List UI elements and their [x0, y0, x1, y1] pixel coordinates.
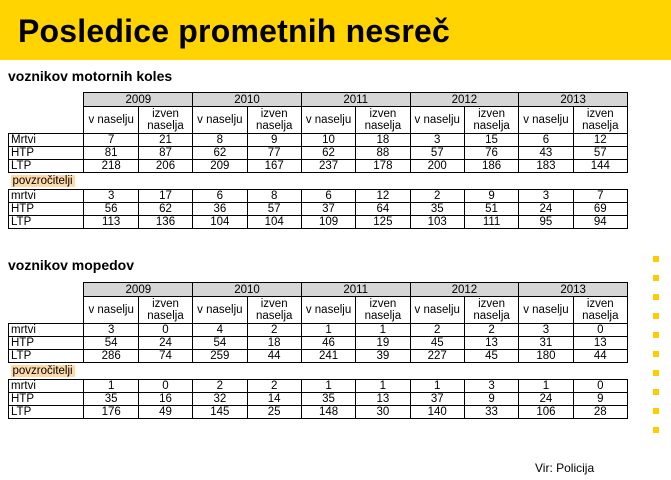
subheader-cell: v naselju [193, 107, 247, 134]
value-cell: 1 [84, 380, 138, 393]
moto-table [8, 92, 628, 229]
value-cell: 6 [301, 190, 355, 203]
value-cell: 0 [138, 380, 192, 393]
value-cell: 104 [247, 216, 301, 229]
value-cell: 1 [301, 324, 355, 337]
page-title: Posledice prometnih nesreč [18, 13, 451, 49]
subheader-cell: izven naselja [247, 107, 301, 134]
row-label: mrtvi [9, 324, 84, 337]
value-cell: 16 [138, 393, 192, 406]
value-cell: 2 [247, 380, 301, 393]
value-cell: 69 [573, 203, 627, 216]
subheader-cell: izven naselja [356, 297, 410, 324]
value-cell: 186 [464, 160, 518, 173]
value-cell: 43 [519, 147, 573, 160]
subheader-cell: v naselju [84, 297, 138, 324]
offender-label-row [9, 173, 628, 190]
value-cell: 180 [519, 350, 573, 363]
value-cell: 2 [410, 324, 464, 337]
value-cell: 167 [247, 160, 301, 173]
source-note: Vir: Policija [535, 461, 595, 475]
subheader-cell: v naselju [519, 297, 573, 324]
value-cell: 74 [138, 350, 192, 363]
row-label: HTP [9, 337, 84, 350]
year-header-row [9, 93, 628, 107]
value-cell: 88 [356, 147, 410, 160]
value-cell: 6 [519, 134, 573, 147]
value-cell: 9 [247, 134, 301, 147]
year-header: 2013 [519, 283, 628, 297]
value-cell: 18 [356, 134, 410, 147]
value-cell: 8 [193, 134, 247, 147]
value-cell: 24 [519, 203, 573, 216]
value-cell: 227 [410, 350, 464, 363]
row-label: HTP [9, 147, 84, 160]
table-row [9, 216, 628, 229]
value-cell: 1 [356, 324, 410, 337]
header-corner [9, 283, 84, 297]
table-row [9, 350, 628, 363]
row-label: mrtvi [9, 190, 84, 203]
value-cell: 1 [410, 380, 464, 393]
value-cell: 36 [193, 203, 247, 216]
value-cell: 1 [519, 380, 573, 393]
value-cell: 0 [138, 324, 192, 337]
subheader-cell: v naselju [410, 107, 464, 134]
value-cell: 13 [356, 393, 410, 406]
value-cell: 56 [84, 203, 138, 216]
value-cell: 183 [519, 160, 573, 173]
year-header-row [9, 283, 628, 297]
value-cell: 44 [247, 350, 301, 363]
value-cell: 259 [193, 350, 247, 363]
subheader-cell: v naselju [410, 297, 464, 324]
subheader-cell: v naselju [519, 107, 573, 134]
value-cell: 32 [193, 393, 247, 406]
value-cell: 3 [410, 134, 464, 147]
moped-table [8, 282, 628, 419]
value-cell: 28 [573, 406, 627, 419]
value-cell: 45 [464, 350, 518, 363]
offender-spacer [84, 173, 628, 190]
value-cell: 35 [84, 393, 138, 406]
subheader-corner [9, 297, 84, 324]
value-cell: 62 [138, 203, 192, 216]
year-header: 2010 [193, 283, 302, 297]
year-header: 2009 [84, 93, 193, 107]
value-cell: 57 [247, 203, 301, 216]
value-cell: 94 [573, 216, 627, 229]
offender-label-cell [9, 363, 84, 380]
value-cell: 4 [193, 324, 247, 337]
value-cell: 18 [247, 337, 301, 350]
value-cell: 54 [193, 337, 247, 350]
value-cell: 8 [247, 190, 301, 203]
value-cell: 209 [193, 160, 247, 173]
year-header: 2013 [519, 93, 628, 107]
table-row [9, 393, 628, 406]
subheader-cell: v naselju [84, 107, 138, 134]
value-cell: 21 [138, 134, 192, 147]
value-cell: 77 [247, 147, 301, 160]
value-cell: 62 [301, 147, 355, 160]
row-label: HTP [9, 203, 84, 216]
subheader-cell: izven naselja [138, 297, 192, 324]
subheader-cell: v naselju [193, 297, 247, 324]
row-label: LTP [9, 350, 84, 363]
value-cell: 24 [519, 393, 573, 406]
value-cell: 286 [84, 350, 138, 363]
value-cell: 200 [410, 160, 464, 173]
value-cell: 144 [573, 160, 627, 173]
year-header: 2011 [301, 93, 410, 107]
value-cell: 140 [410, 406, 464, 419]
value-cell: 241 [301, 350, 355, 363]
value-cell: 17 [138, 190, 192, 203]
value-cell: 12 [356, 190, 410, 203]
value-cell: 24 [138, 337, 192, 350]
value-cell: 54 [84, 337, 138, 350]
table-row [9, 147, 628, 160]
value-cell: 113 [84, 216, 138, 229]
value-cell: 2 [410, 190, 464, 203]
value-cell: 15 [464, 134, 518, 147]
value-cell: 87 [138, 147, 192, 160]
value-cell: 14 [247, 393, 301, 406]
subheader-cell: v naselju [301, 107, 355, 134]
value-cell: 51 [464, 203, 518, 216]
value-cell: 31 [519, 337, 573, 350]
value-cell: 13 [573, 337, 627, 350]
year-header: 2012 [410, 93, 519, 107]
subheader-cell: izven naselja [573, 107, 627, 134]
offender-spacer [84, 363, 628, 380]
value-cell: 62 [193, 147, 247, 160]
table-row [9, 160, 628, 173]
value-cell: 57 [410, 147, 464, 160]
value-cell: 57 [573, 147, 627, 160]
subheader-cell: v naselju [301, 297, 355, 324]
value-cell: 95 [519, 216, 573, 229]
value-cell: 104 [193, 216, 247, 229]
subheader-row [9, 297, 628, 324]
value-cell: 3 [519, 324, 573, 337]
value-cell: 1 [301, 380, 355, 393]
value-cell: 37 [410, 393, 464, 406]
value-cell: 25 [247, 406, 301, 419]
value-cell: 145 [193, 406, 247, 419]
value-cell: 1 [356, 380, 410, 393]
value-cell: 2 [193, 380, 247, 393]
value-cell: 39 [356, 350, 410, 363]
subheader-cell: izven naselja [247, 297, 301, 324]
row-label: HTP [9, 393, 84, 406]
value-cell: 33 [464, 406, 518, 419]
table-row [9, 134, 628, 147]
subheader-cell: izven naselja [464, 297, 518, 324]
decorative-squares [653, 256, 663, 446]
value-cell: 3 [84, 324, 138, 337]
value-cell: 237 [301, 160, 355, 173]
value-cell: 7 [84, 134, 138, 147]
title-bar [0, 0, 671, 60]
row-label: LTP [9, 160, 84, 173]
value-cell: 111 [464, 216, 518, 229]
value-cell: 76 [464, 147, 518, 160]
row-label: mrtvi [9, 380, 84, 393]
value-cell: 81 [84, 147, 138, 160]
value-cell: 0 [573, 380, 627, 393]
value-cell: 206 [138, 160, 192, 173]
value-cell: 35 [301, 393, 355, 406]
value-cell: 64 [356, 203, 410, 216]
value-cell: 30 [356, 406, 410, 419]
offender-label-cell [9, 173, 84, 190]
row-label: LTP [9, 406, 84, 419]
subheader-row [9, 107, 628, 134]
header-corner [9, 93, 84, 107]
year-header: 2010 [193, 93, 302, 107]
row-label: Mrtvi [9, 134, 84, 147]
value-cell: 35 [410, 203, 464, 216]
offender-label: povzročitelji [12, 175, 73, 187]
subheader-corner [9, 107, 84, 134]
value-cell: 106 [519, 406, 573, 419]
table-row [9, 203, 628, 216]
value-cell: 45 [410, 337, 464, 350]
value-cell: 103 [410, 216, 464, 229]
value-cell: 109 [301, 216, 355, 229]
value-cell: 7 [573, 190, 627, 203]
moped-heading: voznikov mopedov [8, 257, 135, 273]
subheader-cell: izven naselja [138, 107, 192, 134]
table-row [9, 190, 628, 203]
value-cell: 49 [138, 406, 192, 419]
table-row [9, 380, 628, 393]
value-cell: 3 [84, 190, 138, 203]
value-cell: 37 [301, 203, 355, 216]
value-cell: 9 [573, 393, 627, 406]
subheader-cell: izven naselja [573, 297, 627, 324]
value-cell: 0 [573, 324, 627, 337]
value-cell: 148 [301, 406, 355, 419]
subheader-cell: izven naselja [464, 107, 518, 134]
value-cell: 9 [464, 190, 518, 203]
value-cell: 218 [84, 160, 138, 173]
year-header: 2009 [84, 283, 193, 297]
value-cell: 13 [464, 337, 518, 350]
offender-label-row [9, 363, 628, 380]
value-cell: 9 [464, 393, 518, 406]
value-cell: 6 [193, 190, 247, 203]
value-cell: 10 [301, 134, 355, 147]
moto-heading: voznikov motornih koles [8, 68, 173, 84]
offender-label: povzročitelji [12, 365, 73, 377]
value-cell: 44 [573, 350, 627, 363]
value-cell: 2 [464, 324, 518, 337]
value-cell: 178 [356, 160, 410, 173]
year-header: 2012 [410, 283, 519, 297]
value-cell: 176 [84, 406, 138, 419]
value-cell: 3 [519, 190, 573, 203]
value-cell: 136 [138, 216, 192, 229]
table-row [9, 406, 628, 419]
value-cell: 46 [301, 337, 355, 350]
year-header: 2011 [301, 283, 410, 297]
table-row [9, 337, 628, 350]
subheader-cell: izven naselja [356, 107, 410, 134]
value-cell: 125 [356, 216, 410, 229]
value-cell: 12 [573, 134, 627, 147]
value-cell: 3 [464, 380, 518, 393]
row-label: LTP [9, 216, 84, 229]
value-cell: 19 [356, 337, 410, 350]
value-cell: 2 [247, 324, 301, 337]
table-row [9, 324, 628, 337]
